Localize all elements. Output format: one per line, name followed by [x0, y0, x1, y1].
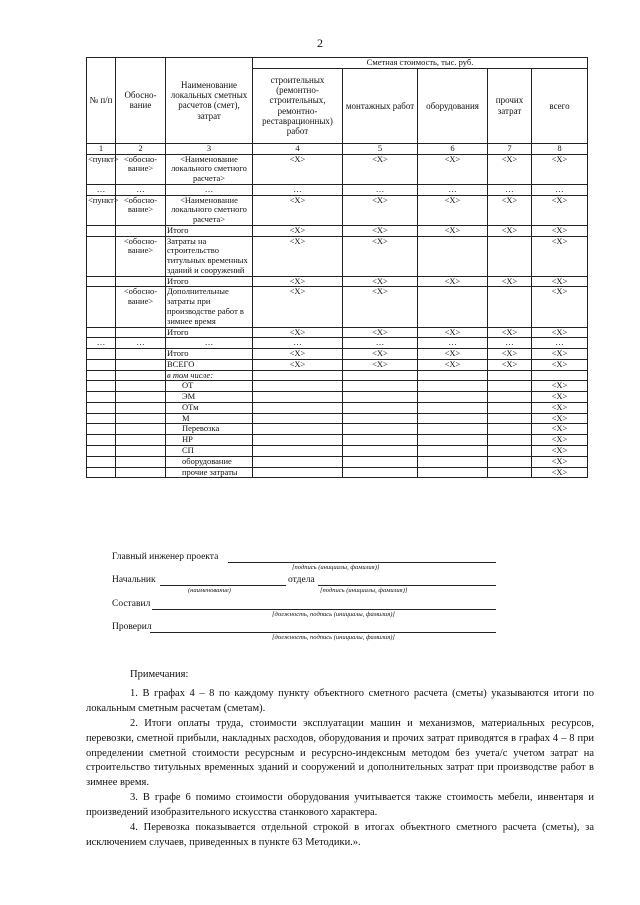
table-cell: <X> — [532, 154, 588, 184]
table-row — [87, 195, 588, 225]
table-cell — [87, 327, 116, 338]
note-item: 1. В графах 4 – 8 по каждому пункту объектного сметного расчета (сметы) указываются итоги по локальным сметным расчетам (сметам). — [86, 687, 594, 714]
table-cell: <X> — [253, 349, 343, 360]
table-cell — [488, 435, 532, 446]
col-number: 4 — [253, 143, 343, 154]
chief-engineer-label: Главный инженер проекта — [112, 552, 219, 562]
page-number: 2 — [317, 36, 323, 50]
table-cell — [253, 435, 343, 446]
checked-caption: [должность, подпись (инициалы, фамилия)] — [272, 634, 395, 641]
table-cell — [116, 359, 166, 370]
table-cell — [116, 392, 166, 403]
table-cell: <X> — [532, 359, 588, 370]
table-cell: <X> — [343, 225, 418, 236]
table-cell — [343, 424, 418, 435]
table-cell — [116, 413, 166, 424]
table-cell: <X> — [532, 445, 588, 456]
table-cell — [253, 381, 343, 392]
table-cell — [418, 467, 488, 478]
table-cell — [418, 445, 488, 456]
table-cell: <пункт> — [87, 154, 116, 184]
col-header: монтажных работ — [343, 68, 418, 143]
table-cell: <X> — [343, 236, 418, 276]
checked-line — [150, 632, 496, 633]
table-cell: <X> — [343, 287, 418, 327]
table-cell: <X> — [532, 225, 588, 236]
table-cell: <X> — [253, 154, 343, 184]
table-cell — [87, 349, 116, 360]
table-cell — [87, 287, 116, 327]
table-cell: <X> — [532, 435, 588, 446]
table-row — [87, 184, 588, 195]
table-cell — [343, 392, 418, 403]
table-row — [87, 456, 588, 467]
table-cell — [87, 225, 116, 236]
table-cell: в том числе: — [166, 370, 253, 381]
table-cell: <X> — [253, 195, 343, 225]
table-cell — [87, 359, 116, 370]
group-header: Сметная стоимость, тыс. руб. — [253, 58, 588, 69]
col-number: 6 — [418, 143, 488, 154]
chief-engineer-line — [228, 562, 496, 563]
table-cell: <Наименование локального сметного расчета> — [166, 154, 253, 184]
table-cell: Итого — [166, 349, 253, 360]
table-cell — [253, 402, 343, 413]
compiled-caption: [должность, подпись (инициалы, фамилия)] — [272, 611, 395, 618]
table-cell: <X> — [488, 327, 532, 338]
table-cell: <X> — [418, 349, 488, 360]
table-row — [87, 154, 588, 184]
table-cell: <X> — [488, 276, 532, 287]
table-row — [87, 445, 588, 456]
table-row — [87, 381, 588, 392]
table-cell — [343, 413, 418, 424]
col-header: № п/п — [87, 58, 116, 144]
table-cell: <X> — [418, 195, 488, 225]
table-cell — [87, 445, 116, 456]
col-number: 5 — [343, 143, 418, 154]
table-row — [87, 402, 588, 413]
table-cell — [418, 381, 488, 392]
table-cell — [253, 424, 343, 435]
table-cell — [418, 435, 488, 446]
notes-section — [86, 668, 594, 851]
table-cell: … — [87, 338, 116, 349]
col-number: 8 — [532, 143, 588, 154]
table-cell: <X> — [532, 402, 588, 413]
table-cell — [418, 236, 488, 276]
table-cell — [116, 467, 166, 478]
table-row — [87, 287, 588, 327]
table-cell: <X> — [343, 359, 418, 370]
table-cell: Итого — [166, 327, 253, 338]
table-cell: НР — [166, 435, 253, 446]
table-row — [87, 338, 588, 349]
table-cell — [488, 424, 532, 435]
table-cell: <X> — [343, 154, 418, 184]
table-row — [87, 225, 588, 236]
table-cell: <X> — [532, 413, 588, 424]
table-cell: М — [166, 413, 253, 424]
table-cell: ОТ — [166, 381, 253, 392]
table-body — [87, 154, 588, 478]
table-cell: … — [116, 184, 166, 195]
table-cell: … — [253, 338, 343, 349]
table-cell: ОТм — [166, 402, 253, 413]
table-cell — [87, 467, 116, 478]
table-cell — [116, 381, 166, 392]
table-cell: … — [343, 184, 418, 195]
table-cell — [488, 445, 532, 456]
table-cell: <обосно-вание> — [116, 154, 166, 184]
table-cell: СП — [166, 445, 253, 456]
col-header: оборудования — [418, 68, 488, 143]
table-cell: <X> — [418, 225, 488, 236]
table-row — [87, 327, 588, 338]
table-cell: <X> — [343, 327, 418, 338]
head-dept-line — [160, 585, 286, 586]
table-cell: <X> — [488, 154, 532, 184]
table-cell: … — [418, 184, 488, 195]
table-cell — [87, 402, 116, 413]
object-estimate-table — [86, 57, 588, 478]
table-row — [87, 370, 588, 381]
table-cell: <X> — [253, 287, 343, 327]
table-cell: ЭМ — [166, 392, 253, 403]
table-row — [87, 435, 588, 446]
table-cell: … — [418, 338, 488, 349]
table-cell — [116, 424, 166, 435]
checked-label: Проверил — [112, 622, 152, 632]
table-row — [87, 392, 588, 403]
table-cell: <X> — [532, 236, 588, 276]
table-cell — [488, 413, 532, 424]
table-cell: … — [166, 338, 253, 349]
table-cell: Затраты на строительство титульных временных зданий и сооружений — [166, 236, 253, 276]
table-cell: <X> — [532, 467, 588, 478]
table-cell: <X> — [532, 456, 588, 467]
table-cell: <X> — [532, 287, 588, 327]
table-cell — [116, 349, 166, 360]
note-item: 2. Итоги оплаты труда, стоимости эксплуатации машин и механизмов, материальных ресурсов, перевозки, сметной прибыли, накладных расходов, оборудования и прочих затрат приводятся в графах 4 – 8 при определении сметной стоимости ресурсным и ресурсно-индексным методом без учета/с учетом затрат на строительство титульных временных зданий и сооружений и дополнительных затрат при производстве работ в зимнее время. — [86, 717, 594, 789]
table-cell: <X> — [343, 276, 418, 287]
table-cell: прочие затраты — [166, 467, 253, 478]
table-cell: <X> — [532, 424, 588, 435]
table-cell — [488, 402, 532, 413]
table-cell — [253, 392, 343, 403]
table-cell: … — [253, 184, 343, 195]
table-cell: <X> — [532, 327, 588, 338]
table-cell — [253, 370, 343, 381]
col-header: Наименование локальных сметных расчетов (смет), затрат — [166, 58, 253, 144]
table-cell — [343, 402, 418, 413]
table-cell — [532, 370, 588, 381]
table-cell — [488, 467, 532, 478]
table-cell: <X> — [418, 359, 488, 370]
table-row — [87, 349, 588, 360]
table-cell: <X> — [488, 225, 532, 236]
table-row — [87, 413, 588, 424]
col-number: 7 — [488, 143, 532, 154]
table-cell: <X> — [343, 349, 418, 360]
table-cell: … — [166, 184, 253, 195]
col-number: 2 — [116, 143, 166, 154]
table-cell: … — [116, 338, 166, 349]
head-label: Начальник — [112, 575, 156, 585]
compiled-line — [152, 609, 496, 610]
table-cell: <X> — [532, 349, 588, 360]
compiled-label: Составил — [112, 599, 151, 609]
table-cell — [116, 435, 166, 446]
table-cell — [343, 370, 418, 381]
table-cell — [116, 225, 166, 236]
col-number: 1 — [87, 143, 116, 154]
table-cell — [343, 381, 418, 392]
table-cell: <обосно-вание> — [116, 195, 166, 225]
table-cell: <X> — [488, 359, 532, 370]
table-cell — [116, 456, 166, 467]
table-cell — [253, 413, 343, 424]
col-header: Обосно-вание — [116, 58, 166, 144]
col-number: 3 — [166, 143, 253, 154]
table-cell — [253, 445, 343, 456]
table-cell: … — [488, 338, 532, 349]
table-cell: оборудование — [166, 456, 253, 467]
table-cell — [87, 435, 116, 446]
table-cell: <X> — [488, 195, 532, 225]
table-cell — [343, 456, 418, 467]
table-cell — [87, 392, 116, 403]
table-cell — [87, 456, 116, 467]
table-cell — [488, 287, 532, 327]
head-sign-line — [318, 585, 496, 586]
table-cell — [116, 402, 166, 413]
table-cell: <X> — [253, 359, 343, 370]
table-cell: <X> — [532, 392, 588, 403]
table-cell — [343, 435, 418, 446]
header-row-group — [87, 58, 588, 69]
table-cell: <X> — [418, 327, 488, 338]
table-cell — [488, 456, 532, 467]
table-cell — [418, 402, 488, 413]
table-row — [87, 424, 588, 435]
table-row — [87, 236, 588, 276]
table-cell: Дополнительные затраты при производстве работ в зимнее время — [166, 287, 253, 327]
table-cell: … — [343, 338, 418, 349]
table-cell — [343, 445, 418, 456]
table-cell: <X> — [343, 195, 418, 225]
note-item: 4. Перевозка показывается отдельной строкой в итогах объектного сметного расчета (сметы), за исключением случаев, приведенных в пункте 63 Методики.». — [86, 822, 594, 848]
head-dept-label: отдела — [288, 575, 315, 585]
table-cell: <X> — [418, 276, 488, 287]
table-cell — [87, 424, 116, 435]
table-cell — [116, 327, 166, 338]
table-cell: <X> — [253, 236, 343, 276]
table-cell: … — [87, 184, 116, 195]
table-cell — [418, 413, 488, 424]
header-row-numbers — [87, 143, 588, 154]
table-cell: <X> — [418, 154, 488, 184]
table-cell — [418, 424, 488, 435]
table-cell — [87, 276, 116, 287]
table-cell — [253, 467, 343, 478]
table-cell: <X> — [532, 381, 588, 392]
table-cell: Перевозка — [166, 424, 253, 435]
table-cell: Итого — [166, 276, 253, 287]
table-cell — [488, 236, 532, 276]
table-cell: <Наименование локального сметного расчета> — [166, 195, 253, 225]
col-header: строительных (ремонтно-строительных, ремонтно-реставрационных) работ — [253, 68, 343, 143]
table-cell: <X> — [253, 276, 343, 287]
notes-title: Примечания: — [130, 669, 189, 680]
table-cell: … — [488, 184, 532, 195]
table-cell: <X> — [253, 327, 343, 338]
table-cell: <обосно-вание> — [116, 287, 166, 327]
table-cell: <обосно-вание> — [116, 236, 166, 276]
table-cell: … — [532, 184, 588, 195]
col-header: прочих затрат — [488, 68, 532, 143]
table-cell: <пункт> — [87, 195, 116, 225]
table-cell — [488, 381, 532, 392]
table-cell: ВСЕГО — [166, 359, 253, 370]
chief-engineer-caption: [подпись (инициалы, фамилия)] — [292, 564, 380, 571]
table-cell: <X> — [532, 195, 588, 225]
table-cell — [418, 370, 488, 381]
table-cell — [116, 370, 166, 381]
table-cell — [418, 392, 488, 403]
table-row — [87, 359, 588, 370]
table-cell — [87, 370, 116, 381]
head-name-caption: (наименование) — [188, 587, 231, 594]
table-row — [87, 467, 588, 478]
table-cell: Итого — [166, 225, 253, 236]
table-cell — [87, 236, 116, 276]
table-cell — [116, 276, 166, 287]
table-cell — [87, 413, 116, 424]
table-row — [87, 276, 588, 287]
col-header: всего — [532, 68, 588, 143]
table-cell: <X> — [532, 276, 588, 287]
table-cell: <X> — [488, 349, 532, 360]
table-cell: <X> — [253, 225, 343, 236]
head-sign-caption: [подпись (инициалы, фамилия)] — [320, 587, 408, 594]
table-cell — [253, 456, 343, 467]
table-cell — [418, 287, 488, 327]
table-cell — [418, 456, 488, 467]
table-cell — [87, 381, 116, 392]
table-cell: … — [532, 338, 588, 349]
note-item: 3. В графе 6 помимо стоимости оборудования учитывается также стоимость мебели, инвентаря и произведений изобразительного искусства станкового характера. — [86, 792, 594, 819]
table-cell — [343, 467, 418, 478]
table-cell — [488, 370, 532, 381]
table-cell — [488, 392, 532, 403]
table-cell — [116, 445, 166, 456]
